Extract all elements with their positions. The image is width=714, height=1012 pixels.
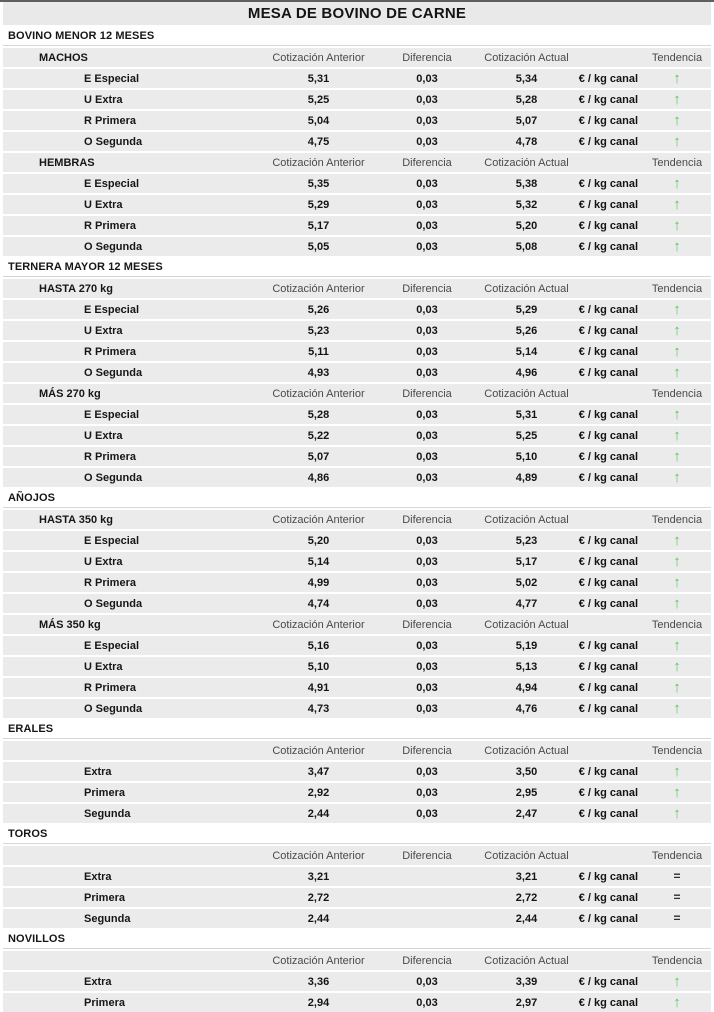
value-diferencia: 0,03 xyxy=(416,240,438,253)
col-header-tendencia: Tendencia xyxy=(651,954,703,967)
group-header-row xyxy=(3,384,711,403)
col-header-anterior: Cotización Anterior xyxy=(272,618,365,631)
trend-up-icon: ↑ xyxy=(673,994,681,1011)
group-label: HASTA 350 kg xyxy=(39,513,113,526)
row-label: O Segunda xyxy=(84,702,143,715)
value-diferencia: 0,03 xyxy=(416,975,438,988)
value-anterior: 5,17 xyxy=(307,219,330,232)
value-diferencia: 0,03 xyxy=(416,345,438,358)
row-label: R Primera xyxy=(84,345,136,358)
trend-up-icon: ↑ xyxy=(673,427,681,444)
value-anterior: 2,44 xyxy=(307,912,330,925)
value-diferencia: 0,03 xyxy=(416,303,438,316)
value-diferencia: 0,03 xyxy=(416,702,438,715)
table-row xyxy=(3,321,711,340)
group-header-row xyxy=(3,279,711,298)
price-table xyxy=(3,27,711,1012)
group-label: HEMBRAS xyxy=(39,156,95,169)
group-header-row xyxy=(3,615,711,634)
table-row xyxy=(3,699,711,718)
value-actual: 5,25 xyxy=(515,429,538,442)
value-anterior: 5,11 xyxy=(308,345,329,358)
unit-label: € / kg canal xyxy=(578,891,638,904)
table-row xyxy=(3,111,711,130)
unit-label: € / kg canal xyxy=(578,240,638,253)
row-label: O Segunda xyxy=(84,240,143,253)
value-actual: 4,94 xyxy=(515,681,538,694)
trend-up-icon: ↑ xyxy=(673,406,681,423)
row-label: R Primera xyxy=(84,450,136,463)
table-row xyxy=(3,636,711,655)
value-anterior: 5,07 xyxy=(307,450,330,463)
trend-up-icon: ↑ xyxy=(673,91,681,108)
value-actual: 5,10 xyxy=(515,450,538,463)
table-row xyxy=(3,405,711,424)
row-label: Primera xyxy=(84,786,125,799)
unit-label: € / kg canal xyxy=(578,975,638,988)
row-label: R Primera xyxy=(84,219,136,232)
table-row xyxy=(3,972,711,991)
group-header-row xyxy=(3,741,711,760)
group-label: MACHOS xyxy=(39,51,88,64)
row-label: U Extra xyxy=(84,324,123,337)
value-diferencia: 0,03 xyxy=(416,135,438,148)
unit-label: € / kg canal xyxy=(578,576,638,589)
unit-label: € / kg canal xyxy=(578,681,638,694)
section-title: TOROS xyxy=(8,828,48,840)
unit-label: € / kg canal xyxy=(578,72,638,85)
value-anterior: 4,91 xyxy=(307,681,330,694)
row-label: Extra xyxy=(84,765,112,778)
value-diferencia: 0,03 xyxy=(416,324,438,337)
value-actual: 5,23 xyxy=(515,534,538,547)
table-row xyxy=(3,300,711,319)
col-header-diferencia: Diferencia xyxy=(402,849,452,862)
value-actual: 5,20 xyxy=(515,219,538,232)
value-anterior: 3,21 xyxy=(307,870,330,883)
value-actual: 5,26 xyxy=(515,324,538,337)
table-row xyxy=(3,468,711,487)
unit-label: € / kg canal xyxy=(578,555,638,568)
unit-label: € / kg canal xyxy=(578,366,638,379)
value-anterior: 5,14 xyxy=(307,555,330,568)
trend-up-icon: ↑ xyxy=(673,574,681,591)
trend-up-icon: ↑ xyxy=(673,133,681,150)
trend-equal-icon: = xyxy=(673,869,681,883)
section-header xyxy=(3,720,711,739)
value-diferencia: 0,03 xyxy=(416,534,438,547)
value-anterior: 5,10 xyxy=(307,660,330,673)
col-header-actual: Cotización Actual xyxy=(484,387,569,400)
value-diferencia: 0,03 xyxy=(416,681,438,694)
unit-label: € / kg canal xyxy=(578,93,638,106)
group-label: MÁS 270 kg xyxy=(39,387,101,400)
section-title: TERNERA MAYOR 12 MESES xyxy=(8,261,163,273)
col-header-actual: Cotización Actual xyxy=(484,954,569,967)
value-anterior: 5,22 xyxy=(307,429,330,442)
trend-up-icon: ↑ xyxy=(673,469,681,486)
trend-up-icon: ↑ xyxy=(673,658,681,675)
value-diferencia: 0,03 xyxy=(416,219,438,232)
value-anterior: 3,47 xyxy=(307,765,330,778)
row-label: R Primera xyxy=(84,576,136,589)
trend-up-icon: ↑ xyxy=(673,805,681,822)
row-label: E Especial xyxy=(84,177,140,190)
col-header-diferencia: Diferencia xyxy=(402,513,452,526)
value-anterior: 3,36 xyxy=(307,975,330,988)
value-actual: 4,89 xyxy=(515,471,538,484)
table-row xyxy=(3,363,711,382)
col-header-actual: Cotización Actual xyxy=(484,513,569,526)
value-diferencia: 0,03 xyxy=(416,72,438,85)
trend-up-icon: ↑ xyxy=(673,364,681,381)
value-actual: 5,28 xyxy=(515,93,538,106)
value-anterior: 4,93 xyxy=(307,366,330,379)
value-actual: 4,96 xyxy=(515,366,538,379)
col-header-diferencia: Diferencia xyxy=(402,618,452,631)
value-actual: 3,50 xyxy=(515,765,538,778)
col-header-tendencia: Tendencia xyxy=(651,282,703,295)
row-label: O Segunda xyxy=(84,135,143,148)
trend-up-icon: ↑ xyxy=(673,448,681,465)
value-diferencia: 0,03 xyxy=(416,996,438,1009)
trend-up-icon: ↑ xyxy=(673,637,681,654)
unit-label: € / kg canal xyxy=(578,597,638,610)
unit-label: € / kg canal xyxy=(578,870,638,883)
col-header-diferencia: Diferencia xyxy=(402,282,452,295)
col-header-anterior: Cotización Anterior xyxy=(272,156,365,169)
value-anterior: 5,25 xyxy=(307,93,330,106)
value-anterior: 5,35 xyxy=(307,177,330,190)
unit-label: € / kg canal xyxy=(578,450,638,463)
table-row xyxy=(3,426,711,445)
unit-label: € / kg canal xyxy=(578,135,638,148)
col-header-actual: Cotización Actual xyxy=(484,51,569,64)
value-diferencia: 0,03 xyxy=(416,765,438,778)
table-row xyxy=(3,216,711,235)
value-anterior: 5,04 xyxy=(307,114,330,127)
value-actual: 5,14 xyxy=(515,345,538,358)
col-header-anterior: Cotización Anterior xyxy=(272,51,365,64)
value-diferencia: 0,03 xyxy=(416,576,438,589)
value-diferencia: 0,03 xyxy=(416,114,438,127)
row-label: U Extra xyxy=(84,429,123,442)
value-diferencia: 0,03 xyxy=(416,639,438,652)
table-row xyxy=(3,762,711,781)
row-label: U Extra xyxy=(84,198,123,211)
unit-label: € / kg canal xyxy=(578,408,638,421)
value-actual: 5,13 xyxy=(515,660,538,673)
unit-label: € / kg canal xyxy=(578,324,638,337)
value-diferencia: 0,03 xyxy=(416,471,438,484)
col-header-anterior: Cotización Anterior xyxy=(272,513,365,526)
value-actual: 5,08 xyxy=(515,240,538,253)
value-anterior: 4,86 xyxy=(307,471,330,484)
table-row xyxy=(3,342,711,361)
value-anterior: 2,44 xyxy=(307,807,330,820)
row-label: Primera xyxy=(84,996,125,1009)
unit-label: € / kg canal xyxy=(578,765,638,778)
value-anterior: 5,16 xyxy=(307,639,330,652)
row-label: E Especial xyxy=(84,303,140,316)
col-header-diferencia: Diferencia xyxy=(402,744,452,757)
unit-label: € / kg canal xyxy=(578,345,638,358)
section-header xyxy=(3,489,711,508)
col-header-actual: Cotización Actual xyxy=(484,282,569,295)
unit-label: € / kg canal xyxy=(578,429,638,442)
value-diferencia: 0,03 xyxy=(416,177,438,190)
value-diferencia: 0,03 xyxy=(416,555,438,568)
trend-up-icon: ↑ xyxy=(673,532,681,549)
table-row xyxy=(3,678,711,697)
value-actual: 4,78 xyxy=(515,135,538,148)
table-row xyxy=(3,573,711,592)
section-header xyxy=(3,258,711,277)
table-row xyxy=(3,195,711,214)
row-label: O Segunda xyxy=(84,597,143,610)
value-diferencia: 0,03 xyxy=(416,366,438,379)
value-anterior: 5,31 xyxy=(307,72,330,85)
table-row xyxy=(3,888,711,907)
group-label: HASTA 270 kg xyxy=(39,282,113,295)
col-header-tendencia: Tendencia xyxy=(651,387,703,400)
col-header-actual: Cotización Actual xyxy=(484,618,569,631)
value-diferencia: 0,03 xyxy=(416,597,438,610)
value-diferencia: 0,03 xyxy=(416,786,438,799)
row-label: R Primera xyxy=(84,114,136,127)
group-header-row xyxy=(3,153,711,172)
value-actual: 5,07 xyxy=(515,114,538,127)
value-anterior: 2,92 xyxy=(307,786,330,799)
trend-equal-icon: = xyxy=(673,911,681,925)
unit-label: € / kg canal xyxy=(578,177,638,190)
group-header-row xyxy=(3,510,711,529)
col-header-diferencia: Diferencia xyxy=(402,387,452,400)
row-label: U Extra xyxy=(84,660,123,673)
value-anterior: 5,23 xyxy=(307,324,330,337)
table-row xyxy=(3,909,711,928)
value-actual: 5,17 xyxy=(515,555,538,568)
table-row xyxy=(3,783,711,802)
row-label: O Segunda xyxy=(84,366,143,379)
value-anterior: 4,75 xyxy=(307,135,330,148)
unit-label: € / kg canal xyxy=(578,198,638,211)
value-actual: 2,44 xyxy=(515,912,538,925)
table-row xyxy=(3,594,711,613)
col-header-anterior: Cotización Anterior xyxy=(272,849,365,862)
row-label: O Segunda xyxy=(84,471,143,484)
value-diferencia: 0,03 xyxy=(416,660,438,673)
group-label: MÁS 350 kg xyxy=(39,618,101,631)
table-row xyxy=(3,90,711,109)
value-diferencia: 0,03 xyxy=(416,93,438,106)
page-title: MESA DE BOVINO DE CARNE xyxy=(3,2,711,25)
unit-label: € / kg canal xyxy=(578,471,638,484)
table-row xyxy=(3,657,711,676)
row-label: Segunda xyxy=(84,807,131,820)
row-label: E Especial xyxy=(84,534,140,547)
col-header-actual: Cotización Actual xyxy=(484,156,569,169)
row-label: E Especial xyxy=(84,639,140,652)
value-actual: 5,19 xyxy=(515,639,538,652)
col-header-tendencia: Tendencia xyxy=(651,744,703,757)
value-actual: 2,72 xyxy=(515,891,538,904)
value-actual: 5,29 xyxy=(515,303,538,316)
col-header-anterior: Cotización Anterior xyxy=(272,387,365,400)
value-diferencia: 0,03 xyxy=(416,198,438,211)
unit-label: € / kg canal xyxy=(578,660,638,673)
col-header-tendencia: Tendencia xyxy=(651,51,703,64)
table-row xyxy=(3,993,711,1012)
col-header-anterior: Cotización Anterior xyxy=(272,954,365,967)
section-title: NOVILLOS xyxy=(8,933,66,945)
value-actual: 5,34 xyxy=(515,72,538,85)
trend-up-icon: ↑ xyxy=(673,70,681,87)
table-row xyxy=(3,552,711,571)
row-label: E Especial xyxy=(84,72,140,85)
row-label: Primera xyxy=(84,891,125,904)
col-header-actual: Cotización Actual xyxy=(484,849,569,862)
trend-up-icon: ↑ xyxy=(673,343,681,360)
row-label: Extra xyxy=(84,870,112,883)
row-label: E Especial xyxy=(84,408,140,421)
table-row xyxy=(3,69,711,88)
trend-up-icon: ↑ xyxy=(673,301,681,318)
row-label: U Extra xyxy=(84,93,123,106)
unit-label: € / kg canal xyxy=(578,807,638,820)
value-actual: 2,97 xyxy=(515,996,538,1009)
unit-label: € / kg canal xyxy=(578,219,638,232)
section-header xyxy=(3,27,711,46)
group-header-row xyxy=(3,48,711,67)
trend-up-icon: ↑ xyxy=(673,700,681,717)
unit-label: € / kg canal xyxy=(578,702,638,715)
row-label: R Primera xyxy=(84,681,136,694)
trend-up-icon: ↑ xyxy=(673,196,681,213)
unit-label: € / kg canal xyxy=(578,786,638,799)
trend-up-icon: ↑ xyxy=(673,238,681,255)
value-anterior: 5,29 xyxy=(307,198,330,211)
unit-label: € / kg canal xyxy=(578,303,638,316)
value-anterior: 5,20 xyxy=(307,534,330,547)
trend-up-icon: ↑ xyxy=(673,553,681,570)
value-diferencia: 0,03 xyxy=(416,450,438,463)
unit-label: € / kg canal xyxy=(578,534,638,547)
col-header-anterior: Cotización Anterior xyxy=(272,282,365,295)
table-row xyxy=(3,867,711,886)
table-row xyxy=(3,804,711,823)
col-header-tendencia: Tendencia xyxy=(651,849,703,862)
value-actual: 2,95 xyxy=(515,786,538,799)
value-actual: 5,38 xyxy=(515,177,538,190)
table-row xyxy=(3,174,711,193)
group-header-row xyxy=(3,951,711,970)
col-header-diferencia: Diferencia xyxy=(402,954,452,967)
value-anterior: 4,74 xyxy=(307,597,330,610)
trend-up-icon: ↑ xyxy=(673,322,681,339)
trend-up-icon: ↑ xyxy=(673,784,681,801)
unit-label: € / kg canal xyxy=(578,996,638,1009)
col-header-tendencia: Tendencia xyxy=(651,618,703,631)
value-actual: 3,39 xyxy=(515,975,538,988)
col-header-diferencia: Diferencia xyxy=(402,156,452,169)
value-anterior: 4,99 xyxy=(307,576,330,589)
value-anterior: 5,26 xyxy=(307,303,330,316)
value-actual: 2,47 xyxy=(515,807,538,820)
col-header-actual: Cotización Actual xyxy=(484,744,569,757)
unit-label: € / kg canal xyxy=(578,114,638,127)
value-actual: 4,76 xyxy=(515,702,538,715)
section-title: ERALES xyxy=(8,723,54,735)
row-label: U Extra xyxy=(84,555,123,568)
col-header-tendencia: Tendencia xyxy=(651,513,703,526)
col-header-anterior: Cotización Anterior xyxy=(272,744,365,757)
value-diferencia: 0,03 xyxy=(416,807,438,820)
value-actual: 5,31 xyxy=(515,408,538,421)
section-header xyxy=(3,930,711,949)
trend-up-icon: ↑ xyxy=(673,679,681,696)
col-header-diferencia: Diferencia xyxy=(402,51,452,64)
value-anterior: 4,73 xyxy=(307,702,330,715)
value-anterior: 2,94 xyxy=(307,996,330,1009)
value-diferencia: 0,03 xyxy=(416,429,438,442)
row-label: Segunda xyxy=(84,912,131,925)
value-diferencia: 0,03 xyxy=(416,408,438,421)
unit-label: € / kg canal xyxy=(578,912,638,925)
trend-up-icon: ↑ xyxy=(673,763,681,780)
section-header xyxy=(3,825,711,844)
price-table-page xyxy=(0,2,714,1012)
col-header-tendencia: Tendencia xyxy=(651,156,703,169)
unit-label: € / kg canal xyxy=(578,639,638,652)
value-actual: 4,77 xyxy=(515,597,538,610)
value-anterior: 2,72 xyxy=(307,891,330,904)
section-title: AÑOJOS xyxy=(8,492,56,504)
trend-up-icon: ↑ xyxy=(673,175,681,192)
trend-up-icon: ↑ xyxy=(673,595,681,612)
section-title: BOVINO MENOR 12 MESES xyxy=(8,30,155,42)
value-actual: 5,32 xyxy=(515,198,538,211)
table-row xyxy=(3,237,711,256)
value-actual: 3,21 xyxy=(515,870,538,883)
value-anterior: 5,28 xyxy=(307,408,330,421)
table-row xyxy=(3,531,711,550)
table-row xyxy=(3,447,711,466)
value-actual: 5,02 xyxy=(515,576,538,589)
trend-up-icon: ↑ xyxy=(673,217,681,234)
trend-up-icon: ↑ xyxy=(673,112,681,129)
row-label: Extra xyxy=(84,975,112,988)
value-anterior: 5,05 xyxy=(307,240,330,253)
group-header-row xyxy=(3,846,711,865)
trend-up-icon: ↑ xyxy=(673,973,681,990)
trend-equal-icon: = xyxy=(673,890,681,904)
table-row xyxy=(3,132,711,151)
